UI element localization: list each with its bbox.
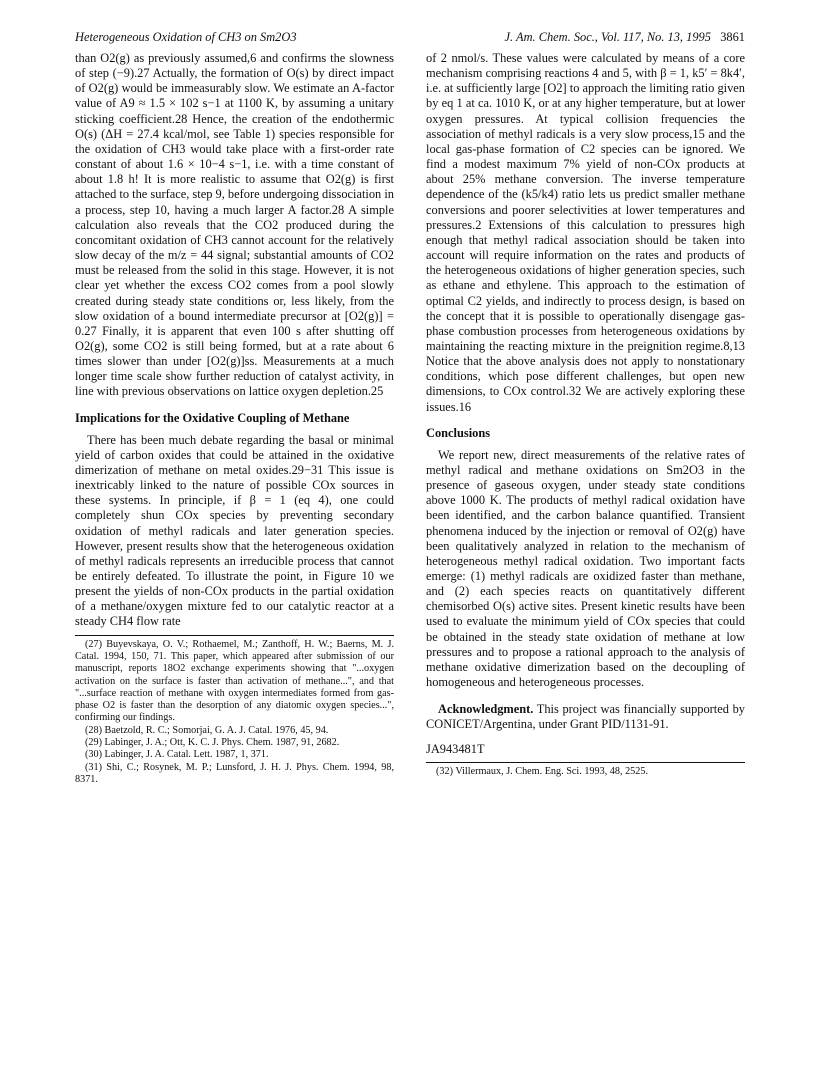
- section-heading-conclusions: Conclusions: [426, 425, 491, 440]
- reference-29: (29) Labinger, J. A.; Ott, K. C. J. Phys. Chem. 1987, 91, 2682.: [85, 737, 340, 748]
- reference-31: (31) Shi, C.; Rosynek, M. P.; Lunsford, J. H. J. Phys. Chem. 1994, 98, 8371.: [75, 761, 394, 785]
- left-column: [75, 51, 394, 786]
- reference-list-left: [75, 639, 394, 787]
- body-paragraph-implications: There has been much debate regarding the basal or minimal yield of carbon oxides that could be attained in the oxidative dimerization of methane on metal oxides.29−31 This issue is inextricably linked to the nature of possible COx sources in these systems. In principle, if β = 1 (eq 4), one could completely shun COx species by preventing secondary oxidation of methyl radicals and later generation species. However, present results show that the heterogeneous oxidation of methyl radicals represents an irreducible process that cannot be entirely defeated. To illustrate the point, in Figure 10 we present the yields of non-COx products in the partial oxidation of a methane/oxygen mixture fed to our catalytic reactor at a steady CH4 flow rate: [75, 432, 394, 629]
- reference-30: (30) Labinger, J. A. Catal. Lett. 1987, 1, 371.: [85, 749, 269, 761]
- right-column: [426, 51, 745, 778]
- body-paragraph-continued-right: of 2 nmol/s. These values were calculated by means of a core mechanism comprising reactions 4 and 5, with β = 1, k5′ = 8k4′, i.e. at sufficiently large [O2] to approach the limiting ratio given by eq 1 at ca. 1010 K, or at any higher temperature, but at lower oxygen pressures. At typical collision frequencies the association of methyl radicals is a very slow process,15 and the local gas-phase formation of C2 species can be ignored. We find a modest maximum 7% yield of non-COx products at about 25% methane conversion. The inverse temperature dependence of the (k5/k4) ratio lets us predict smaller methane conversions and poorer selectivities at lower temperatures and pressures.2 Extensions of this calculation to pressures high enough that methyl radical association should be taken into account will require information on the rates and products of the heterogeneous oxidations of higher generation species, such as ethane and ethylene. This approach to the estimation of optimal C2 yields, and indirectly to process design, is based on the concept that it is possible to operationally disengage gas-phase combustion processes from heterogeneous oxidations by maintaining the reacting mixture in the preignition regime.8,13 Notice that the above analysis does not apply to nonstationary conditions, which pose different challenges, but open new dimensions, to COx control.32 We are actively exploring these issues.16: [426, 51, 745, 414]
- conclusions-paragraph: We report new, direct measurements of the relative rates of methyl radical and methane oxidations on Sm2O3 in the presence of gaseous oxygen, under steady state conditions above 1000 K. The products of methyl radical oxidation have been identified, and the carbon balance quantified. Transient phenomena induced by the injection or removal of O2(g) have been qualitatively analyzed in relation to the mechanism of heterogeneous methyl radical oxidation. Two important facts emerge: (1) methyl radicals are oxidized faster than methane, and (2) each species reacts on quantitatively different chemisorbed O(s) active sites. Present kinetic results have been used to evaluate the minimum yield of COx species that could be obtained in the steady state oxidation of methane at low pressures and to propose a rational approach to the analysis of methane oxidative dimerization based on the decoupling of homogeneous and heterogeneous processes.: [426, 447, 745, 690]
- acknowledgment-label: Acknowledgment.: [438, 702, 534, 717]
- running-title: Heterogeneous Oxidation of CH3 on Sm2O3: [75, 30, 297, 44]
- footnote-divider: [75, 635, 394, 636]
- page-number: 3861: [720, 30, 745, 44]
- body-paragraph-continued: than O2(g) as previously assumed,6 and confirms the slowness of step (−9).27 Actually, the formation of O(s) by direct impact of O2(g) would be immeasurably slow. We estimate an A-factor value of A9 ≈ 1.5 × 102 s−1 at 1100 K, by assuming a unitary sticking coefficient.28 Hence, the creation of the endothermic O(s) (ΔH = 27.4 kcal/mol, see Table 1) species responsible for the oxidation of CH3 would take place with a first-order rate constant of about 1.6 × 10−4 s−1, i.e. with a time constant of about 1.8 h! It is more realistic to assume that O2(g) is first attached to the surface, step 9, before undergoing dissociation in a process, step 10, having a much larger A factor.28 A simple calculation also reveals that the CO2 produced during the concomitant oxidation of CH3 cannot account for the relatively slow decay of the m/z = 44 signal; substantial amounts of CO2 must be released from the solid in this stage. However, it is not clear yet whether the excess CO2 comes from a pool slowly created during steady state conditions or, less likely, from the slow oxidation of a bound intermediate precursor at [O2(g)] = 0.27 Finally, it is apparent that even 100 s after shutting off O2(g), some CO2 is still being formed, but at a rate about 6 times slower than under [O2(g)]ss. Measurements at a much longer time scale show further reduction of catalyst activity, in line with previous observations on lattice oxygen depletion.25: [75, 51, 394, 399]
- reference-list-right: [426, 766, 745, 778]
- running-header: [75, 30, 745, 45]
- journal-citation: [505, 30, 745, 45]
- reference-27: (27) Buyevskaya, O. V.; Rothaemel, M.; Zanthoff, H. W.; Baerns, M. J. Catal. 1994, 150, 71. This paper, which appeared after submission of our manuscript, reports 18O2 exchange experiments showing that "...oxygen activation on the surface is faster than activation of methane...", and that "...surface reaction of methane with oxygen intermediates formed from gas-phase O2 is faster than the desorption of any diatomic oxygen species...", confirming our findings.: [75, 638, 394, 724]
- footnote-divider-right: [426, 762, 745, 763]
- reference-28: (28) Baetzold, R. C.; Somorjai, G. A. J. Catal. 1976, 45, 94.: [85, 724, 329, 736]
- journal-name: J. Am. Chem. Soc., Vol. 117, No. 13, 1995: [504, 30, 711, 44]
- section-heading-implications: Implications for the Oxidative Coupling of Methane: [75, 410, 350, 425]
- manuscript-code: JA943481T: [426, 741, 485, 756]
- acknowledgment-paragraph: [426, 702, 745, 732]
- acknowledgment-text: This project was financially supported by CONICET/Argentina, under Grant PID/1131-91.: [426, 702, 745, 732]
- reference-32: (32) Villermaux, J. Chem. Eng. Sci. 1993, 48, 2525.: [436, 765, 648, 777]
